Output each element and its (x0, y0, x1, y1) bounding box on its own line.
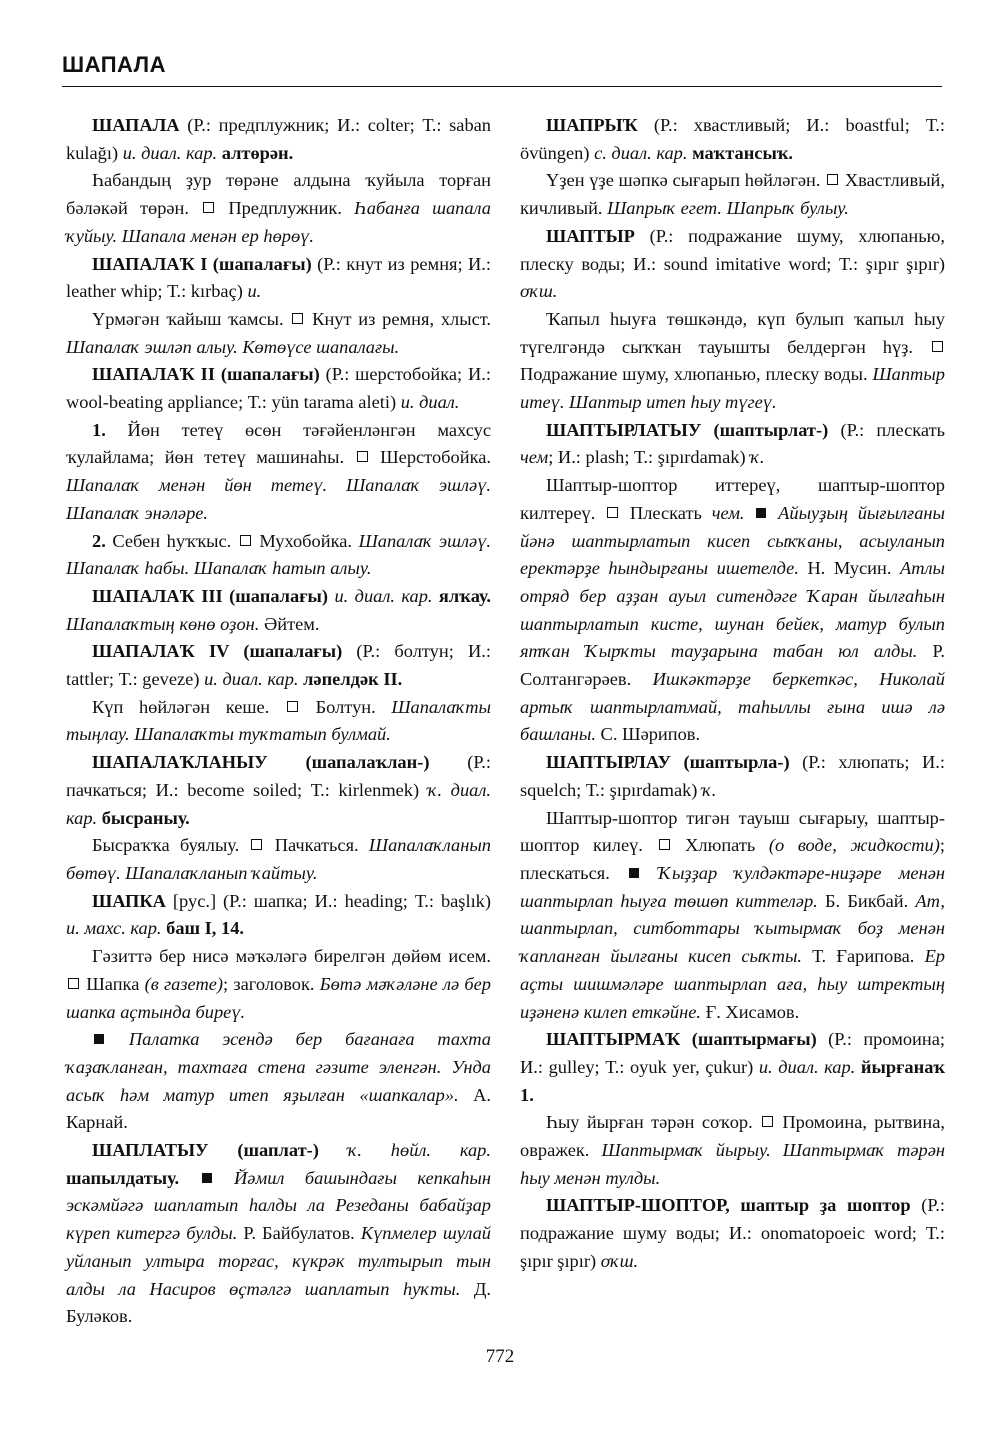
definition-text: Күп һөйләгән кеше. (92, 696, 285, 717)
literary-quote (66, 1026, 491, 1137)
usage-example: Шапалаҡ эшләп алыу. Көтөүсе шапалағы. (66, 336, 400, 357)
dictionary-entry (520, 749, 945, 804)
translations-continued: ; И.: plash; Т.: şıpırdamak) (548, 447, 751, 468)
definition-text: Шаптыр-шоптор тигән тауыш сығарыу, шаптыр-шоптор килеү. (520, 807, 945, 856)
definition-text: Йөн тетеү өсөн тәғәйенләнгән махсус ҡулайлама; йөн тетеү машинаһы. (66, 419, 491, 468)
headword: ШАПТЫРМАҠ (шаптырмағы) (546, 1029, 817, 1050)
grammar-note: ҡ. (750, 447, 765, 468)
cross-reference: баш I, 14. (161, 918, 244, 939)
russian-gloss-continued: ; плескаться. (520, 835, 945, 883)
quote-text: Атлы отряд бер аҙҙан ауыл ситендәге Ҡаран йылғаһын шаптырлатып кисте, шунан бейек, матур булып ятҡан Ҡырҡты тауҙарына табан юл алды. (520, 558, 945, 662)
quote-text: Күпмелер шулай уйланып ултыра торғас, күкрәк тултырып тын алды ла Насиров өҫтәлгә шаплатып һуҡты. (66, 1223, 492, 1299)
quote-author: С. Шәрипов. (595, 724, 701, 745)
open-square-marker (68, 978, 79, 989)
dictionary-entry (66, 888, 491, 943)
headword: ШАПАЛАҠ I (шапалағы) (92, 253, 312, 274)
russian-gloss-continued: ; заголовок. (223, 973, 320, 994)
dictionary-entry (520, 417, 945, 472)
headword: ШАПАЛАҠ II (шапалағы) (92, 364, 320, 385)
black-square-marker (202, 1173, 212, 1183)
dictionary-entry (66, 112, 491, 167)
grammar-note: оҡш. (520, 281, 558, 302)
black-square-marker (94, 1034, 104, 1044)
grammar-note: ҡ. (702, 779, 717, 800)
definition-text: Ҡапыл һыуға төшкәндә, күп булып ҡапыл һыу түгелгәндә сыҡҡан тауышты белдергән һүҙ. (520, 308, 945, 357)
usage-example: Шапрыҡ егет. Шапрыҡ булыу. (607, 198, 849, 219)
page-number: 772 (485, 1346, 515, 1367)
russian-gloss: Кнут из ремня, хлыст. (305, 308, 491, 329)
sense-number: 2. (92, 530, 106, 551)
black-square-marker (756, 508, 766, 518)
open-square-marker (203, 202, 214, 213)
cross-reference: алтөрән. (217, 142, 294, 163)
grammar-note: с. диал. кар. (594, 142, 688, 163)
dictionary-entry (66, 638, 491, 693)
usage-example: Шаптырмаҡ йырыу. Шаптырмаҡ тәрән һыу менән тулды. (520, 1140, 945, 1188)
grammar-note: и. диал. кар. (758, 1056, 856, 1077)
definition (66, 306, 491, 361)
russian-gloss: Шерстобойка. (369, 447, 491, 468)
dictionary-entry (66, 1137, 491, 1331)
definition-text: Үҙен үҙе шәпкә сығарып һөйләгән. (546, 170, 826, 191)
russian-gloss: Плескать (620, 502, 712, 523)
quote-text: Ишкәктәрҙе беркеткәс, Николай артыҡ шаптырлатмай, таһыллы ғына ишә лә башланы. (520, 669, 945, 745)
open-square-marker (287, 701, 298, 712)
grammar-note: ҡ. һөйл. кар. (318, 1140, 491, 1161)
quote-text: Ҡыҙҙар ҡулдәктәре-ниҙәре менән шаптырлап һыуға төшөп киттеләр. (520, 862, 945, 911)
translations: [рус.] (Р.: шапка; И.: heading; Т.: başlık) (165, 890, 491, 911)
open-square-marker (762, 1116, 773, 1127)
quote-text: Палатка эсендә бер бағанаға тахта ҡаҙаҡланған, тахтаға стена гәзите эленгән. Унда асыҡ һәм матур итеп яҙылған «шапкалар». (66, 1029, 491, 1105)
right-column (520, 112, 945, 1276)
dictionary-entry (520, 112, 945, 167)
usage-example: Бөтә мәҡәләне лә бер шапка аҫтында биреү. (66, 973, 491, 1022)
grammar-note: и. диал. кар. (328, 585, 433, 606)
usage-example: Һабанға шапала ҡуйыу. Шапала менән ер һөрөү. (66, 198, 491, 246)
usage-example: Шапалаҡ эшләү. Шапалаҡ һабы. Шапалаҡ һатып алыу. (66, 530, 491, 579)
quote-author: Р. Байбулатов. (237, 1223, 355, 1244)
headword: ШАПТЫРЛАТЫУ (шаптырлат-) (546, 419, 829, 440)
cross-reference: бысраныу. (97, 807, 190, 828)
headword: ШАПАЛАҠ III (шапалағы) (92, 585, 329, 606)
grammar-note: и. (247, 281, 262, 302)
headword: ШАПТЫР (546, 225, 635, 246)
translations: (Р.: хлюпать; И.: squelch; Т.: şıpırdamak) (520, 752, 945, 800)
quote-text: Ат, шаптырлап, ситботтары ҡытырмаҡ боҙ менән ҡапланған йылғаны кисеп сыҡты. (520, 890, 945, 967)
gloss-note: (о воде, жидкости) (768, 835, 940, 856)
headword: ШАПАЛАҠ IV (шапалағы) (92, 641, 343, 662)
usage-example: Шапалаҡты тыңлау. Шапалаҡты туҡтатып булмай. (66, 696, 491, 745)
running-header (62, 52, 942, 87)
translations: (Р.: пачкаться; И.: become soiled; Т.: kirlenmek) (66, 752, 491, 800)
headword: ШАПТЫРЛАУ (шаптырла-) (546, 752, 790, 773)
definition (66, 943, 491, 1026)
grammar-note: и. махс. кар. (66, 918, 162, 939)
translations: (Р.: болтун; И.: tattler; Т.: geveze) (66, 641, 491, 690)
headword: ШАПРЫҠ (546, 115, 638, 135)
translations: (Р.: подражание шуму воды; И.: onomatopoeic word; Т.: şıpır şıpır) (520, 1195, 946, 1271)
open-square-marker (251, 839, 262, 850)
definition-text: Һыу йырған тәрән соҡор. (546, 1112, 761, 1133)
definition (520, 1109, 945, 1192)
cross-reference: ялҡау. (432, 585, 492, 606)
definition (520, 805, 945, 1027)
quote-author: Т. Ғарипова. (802, 946, 915, 967)
headword-variant: шаптыр ҙа шоптор (729, 1195, 911, 1216)
dictionary-entry (520, 1192, 945, 1275)
cross-reference: шапылдатыу. (66, 1167, 180, 1188)
quote-author: Ғ. Хисамов. (700, 1001, 800, 1022)
cross-reference: йырғанаҡ 1. (520, 1056, 946, 1105)
russian-gloss: Хвастливый, кичливый. (520, 170, 945, 219)
definition-text: Гәзиттә бер нисә мәҡәләгә бирелгән дөйөм исем. (92, 946, 491, 967)
source-note: Әйтем. (259, 613, 320, 634)
open-square-marker (240, 535, 251, 546)
definition-text: Бысраҡҡа буялыу. (92, 835, 250, 856)
translations-italic: чем (520, 447, 549, 468)
usage-example: Шапалаҡ менән йөн тетеү. Шапалаҡ эшләү. Шапалаҡ энәләре. (66, 475, 491, 523)
definition (66, 832, 491, 887)
grammar-note: и. диал. кар. (122, 142, 218, 163)
translations: (Р.: хвастливый; И.: boastful; Т.: övüngen) (520, 115, 945, 163)
open-square-marker (357, 451, 368, 462)
headword: ШАПАЛАҠЛАНЫУ (шапалаҡлан-) (92, 752, 430, 773)
headword: ШАПТЫР-ШОПТОР, (546, 1195, 730, 1216)
translations: (Р.: предплужник; И.: colter; Т.: saban kulağı) (66, 115, 491, 163)
quote-text: Ер аҫты шишмәләре шаптырлап аға, һыу штректың иҙәненә килеп еткәйне. (520, 946, 946, 1022)
usage-example: Шапалаҡтың көнө оҙон. (66, 613, 260, 634)
definition (520, 167, 945, 222)
open-square-marker (292, 313, 303, 324)
quote-author: Б. Бикбай. (817, 890, 909, 911)
grammar-note: ҡ. диал. кар. (66, 779, 491, 828)
russian-gloss: Хлюпать (671, 835, 769, 856)
quote-text: Йәмил башындағы кепкаһын эскәмйәгә шаплатып һалды ла Резеданы бабайҙар күреп китергә булды. (66, 1167, 491, 1244)
dictionary-entry (520, 223, 945, 306)
grammar-note: и. диал. (400, 392, 460, 413)
usage-example: Шапалаҡланып бөтөү. Шапалаҡланып ҡайтыу. (66, 835, 492, 883)
quote-author: Н. Мусин. (798, 558, 892, 579)
quote-author: Р. Солтангәрәев. (520, 641, 946, 690)
translations: (Р.: подражание шуму, хлюпанью, плеску воды; И.: sound imitative word; Т.: şıpır şıpır) (520, 225, 945, 274)
definition-text: Һабандың ҙур төрәне алдына ҡуйыла торған бәләкәй төрән. (66, 170, 491, 219)
translations: (Р.: шерстобойка; И.: wool-beating appliance; Т.: yün tarama aleti) (66, 364, 491, 413)
russian-gloss: Предплужник. (216, 198, 355, 219)
russian-gloss: Шапка (81, 973, 145, 994)
russian-gloss: Пачкаться. (264, 835, 369, 856)
russian-gloss: Промоина, рытвина, овражек. (520, 1112, 945, 1161)
open-square-marker (827, 174, 838, 185)
black-square-marker (629, 868, 639, 878)
russian-gloss: Мухобойка. (252, 530, 359, 551)
grammar-note: оҡш. (600, 1250, 639, 1271)
definition-text: Үрмәгән ҡайыш ҡамсы. (92, 308, 291, 329)
translations: (Р.: кнут из ремня; И.: leather whip; Т.: kırbaç) (66, 253, 491, 302)
sense (66, 528, 491, 583)
running-head-title: ШАПАЛА (62, 52, 166, 77)
left-column (66, 112, 491, 1331)
cross-reference: маҡтансыҡ. (687, 142, 794, 163)
quote-author: Д. Буләков. (66, 1278, 491, 1327)
translations: (Р.: плескать (828, 419, 945, 440)
sense-number: 1. (92, 419, 106, 440)
sense (66, 417, 491, 528)
quote-author: А. Карнай. (66, 1084, 491, 1133)
cross-reference: ләпелдәк II. (298, 669, 403, 690)
dictionary-entry (66, 251, 491, 306)
russian-gloss: Подражание шуму, хлюпанью, плеску воды. (520, 364, 873, 385)
definition (520, 472, 945, 749)
definition (520, 306, 945, 417)
definition-text: Себен һуҡҡыс. (105, 530, 238, 551)
russian-gloss: Болтун. (299, 696, 392, 717)
quote-text: Айыуҙың йығылғаны йәнә шаптырлатып кисеп сыҡҡаны, асыуланып еректәрҙе һындырғаны ишетелде. (520, 502, 945, 579)
usage-example: Шаптыр итеү. Шаптыр итеп һыу түгеү. (520, 364, 945, 413)
open-square-marker (932, 341, 943, 352)
dictionary-entry (520, 1026, 945, 1109)
grammar-note: и. диал. кар. (204, 669, 299, 690)
dictionary-entry (66, 583, 491, 638)
open-square-marker (607, 507, 618, 518)
gloss-note: (в газете) (144, 973, 224, 994)
gloss-note: чем. (711, 502, 745, 523)
definition-text: Шаптыр-шоптор иттереү, шаптыр-шоптор килтереү. (520, 475, 945, 523)
translations: (Р.: промоина; И.: gulley; Т.: oyuk yer, çukur) (520, 1029, 945, 1077)
dictionary-entry (66, 749, 491, 832)
headword: ШАПАЛА (92, 115, 180, 135)
headword: ШАПЛАТЫУ (шаплат-) (92, 1140, 319, 1161)
open-square-marker (659, 839, 670, 850)
definition (66, 694, 491, 749)
definition (66, 167, 491, 250)
dictionary-entry (66, 361, 491, 416)
headword: ШАПКА (92, 890, 166, 911)
